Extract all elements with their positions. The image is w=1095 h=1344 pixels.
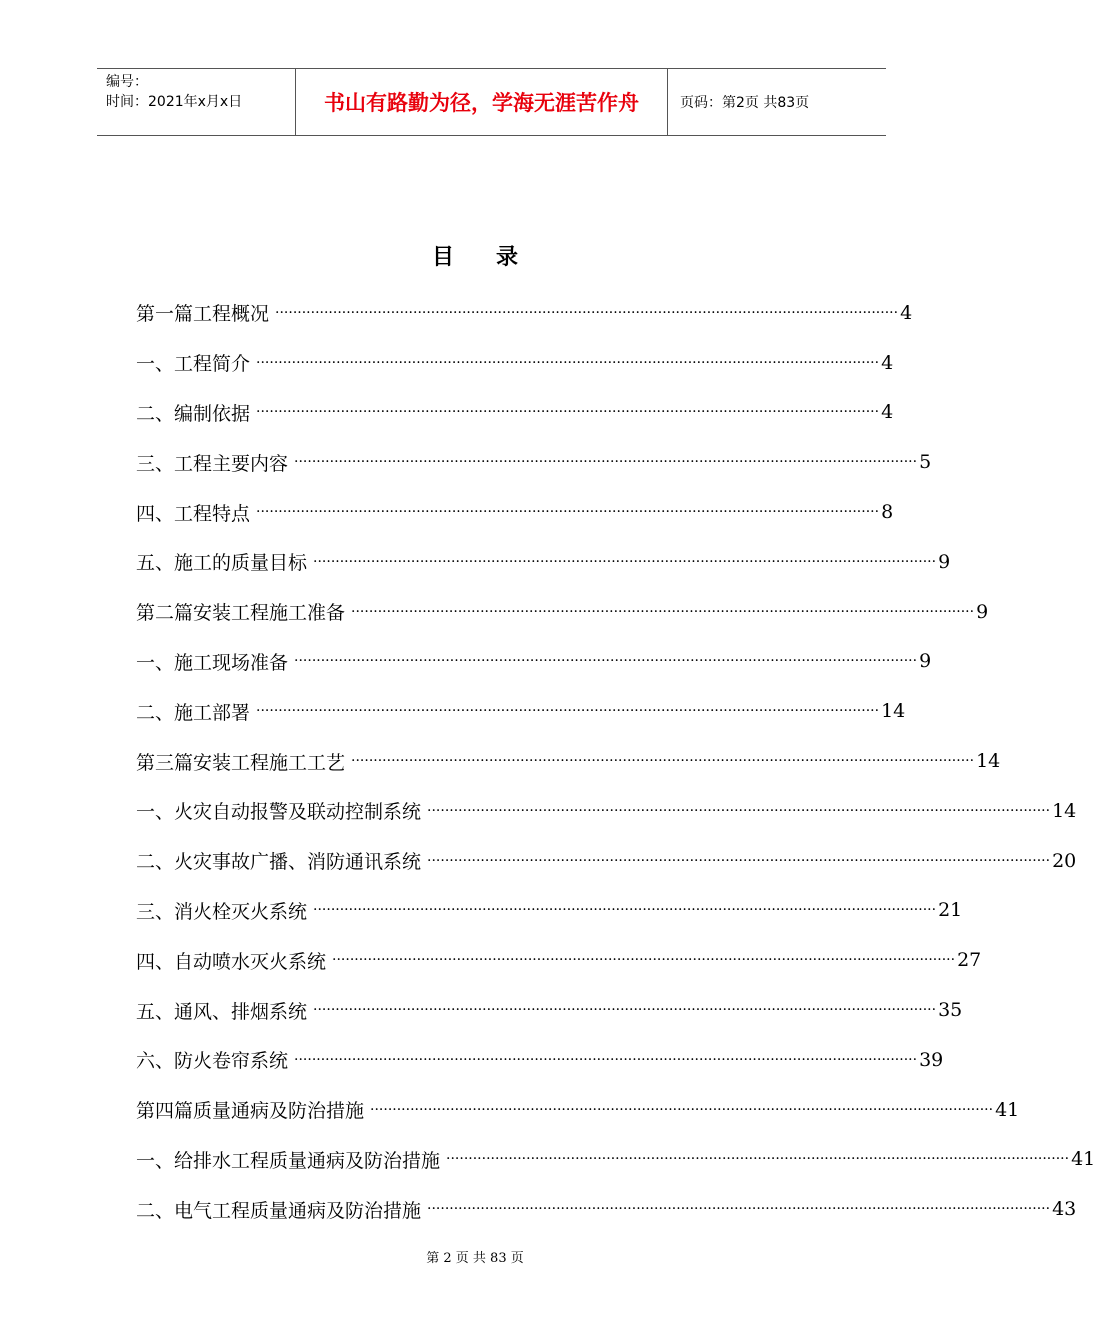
time-label: 时间：2021年x月x日 [106,94,243,110]
toc-dot-leader: ············································································································································ [427,1201,1051,1218]
toc-entry-page: 14 [881,700,906,723]
toc-entry-page: 14 [976,750,1001,773]
toc-entry[interactable] [136,338,894,388]
toc-entry-number: 三、 [136,452,175,475]
toc-entry-number: 二、 [136,1199,175,1222]
toc-entry-label: 火灾事故广播、消防通讯系统 [174,851,422,874]
toc-entry-page: 41 [1071,1148,1095,1171]
toc-entry[interactable] [136,637,932,687]
header-page-info: 页码：第2页 共83页 [680,95,810,111]
toc-entry-page: 14 [1052,799,1077,822]
toc-entry-page: 9 [938,550,951,573]
serial-label: 编号： [106,74,148,90]
toc-dot-leader: ············································································································································ [332,952,956,969]
toc-entry[interactable] [136,1184,1077,1234]
toc-entry[interactable] [136,786,1077,836]
table-of-contents [136,288,1095,1234]
toc-entry-label: 防火卷帘系统 [174,1050,289,1073]
toc-entry-page: 20 [1052,849,1077,872]
toc-entry[interactable] [136,587,989,637]
toc-entry-label: 消火栓灭火系统 [174,900,308,923]
toc-entry-label: 电气工程质量通病及防治措施 [174,1199,422,1222]
toc-entry-number: 一、 [136,353,175,376]
toc-entry-number: 一、 [136,801,175,824]
toc-entry-label: 工程主要内容 [174,452,289,475]
toc-entry[interactable] [136,388,894,438]
toc-dot-leader: ············································································································································ [294,454,918,471]
toc-entry-page: 43 [1052,1198,1077,1221]
toc-entry[interactable] [136,288,913,338]
toc-entry-number: 二、 [136,851,175,874]
toc-entry[interactable] [136,537,951,587]
toc-entry-label: 工程特点 [174,502,251,525]
toc-dot-leader: ············································································································································ [294,1051,918,1068]
page-footer: 第 2 页 共 83 页 [426,1251,524,1266]
toc-entry[interactable] [136,437,932,487]
toc-dot-leader: ············································································································································ [427,802,1051,819]
toc-entry-page: 35 [938,999,963,1022]
toc-entry-label: 施工部署 [174,701,251,724]
toc-dot-leader: ············································································································································ [313,1002,937,1019]
toc-entry-label: 工程概况 [193,303,270,326]
toc-dot-leader: ············································································································································ [351,603,975,620]
toc-entry[interactable] [136,686,906,736]
toc-dot-leader: ············································································································································ [256,504,880,521]
header-meta [97,69,296,135]
toc-entry-page: 5 [919,451,932,474]
toc-entry-number: 一、 [136,1149,175,1172]
toc-entry-number: 六、 [136,1050,175,1073]
toc-entry-number: 第三篇 [136,751,194,774]
toc-entry-page: 4 [881,351,894,374]
toc-dot-leader: ············································································································································ [256,354,880,371]
toc-dot-leader: ············································································································································ [256,703,880,720]
toc-entry-page: 9 [976,600,989,623]
toc-entry[interactable] [136,1035,944,1085]
toc-entry-number: 五、 [136,1000,175,1023]
toc-entry[interactable] [136,736,1001,786]
toc-entry-page: 8 [881,501,894,524]
toc-entry-number: 一、 [136,651,175,674]
toc-entry-page: 4 [881,401,894,424]
toc-entry-number: 五、 [136,552,175,575]
toc-entry[interactable] [136,1135,1095,1185]
toc-entry-number: 四、 [136,950,175,973]
toc-dot-leader: ············································································································································ [256,404,880,421]
toc-entry-number: 二、 [136,701,175,724]
toc-dot-leader: ············································································································································ [370,1101,994,1118]
toc-entry-page: 41 [995,1098,1020,1121]
toc-dot-leader: ············································································································································ [294,653,918,670]
toc-entry-label: 火灾自动报警及联动控制系统 [174,801,422,824]
toc-title: 目录 [431,245,560,270]
toc-entry-page: 21 [938,899,963,922]
toc-entry-number: 第二篇 [136,602,194,625]
toc-entry[interactable] [136,487,894,537]
toc-dot-leader: ············································································································································ [313,553,937,570]
toc-entry-page: 9 [919,650,932,673]
toc-entry-number: 二、 [136,402,175,425]
toc-entry-label: 工程简介 [174,353,251,376]
toc-entry-label: 安装工程施工准备 [193,602,346,625]
toc-entry-label: 施工的质量目标 [174,552,308,575]
toc-entry[interactable] [136,1085,1020,1135]
toc-entry[interactable] [136,886,963,936]
toc-entry[interactable] [136,985,963,1035]
toc-entry-label: 编制依据 [174,402,251,425]
toc-dot-leader: ············································································································································ [275,304,899,321]
toc-entry-label: 自动喷水灭火系统 [174,950,327,973]
toc-entry-page: 27 [957,949,982,972]
toc-entry-number: 四、 [136,502,175,525]
toc-dot-leader: ············································································································································ [446,1151,1070,1168]
toc-entry-label: 安装工程施工工艺 [193,751,346,774]
header-motto: 书山有路勤为径，学海无涯苦作舟 [296,69,668,135]
toc-dot-leader: ············································································································································ [351,753,975,770]
toc-dot-leader: ············································································································································ [313,902,937,919]
toc-entry-number: 三、 [136,900,175,923]
toc-entry-label: 质量通病及防治措施 [193,1100,365,1123]
toc-entry-number: 第四篇 [136,1100,194,1123]
toc-dot-leader: ············································································································································ [427,852,1051,869]
toc-entry-page: 39 [919,1048,944,1071]
toc-entry-label: 通风、排烟系统 [174,1000,308,1023]
page-header [97,68,886,136]
toc-entry-number: 第一篇 [136,303,194,326]
toc-entry[interactable] [136,935,982,985]
toc-entry-page: 4 [900,301,913,324]
toc-entry-label: 施工现场准备 [174,651,289,674]
toc-entry[interactable] [136,836,1077,886]
toc-entry-label: 给排水工程质量通病及防治措施 [174,1149,441,1172]
